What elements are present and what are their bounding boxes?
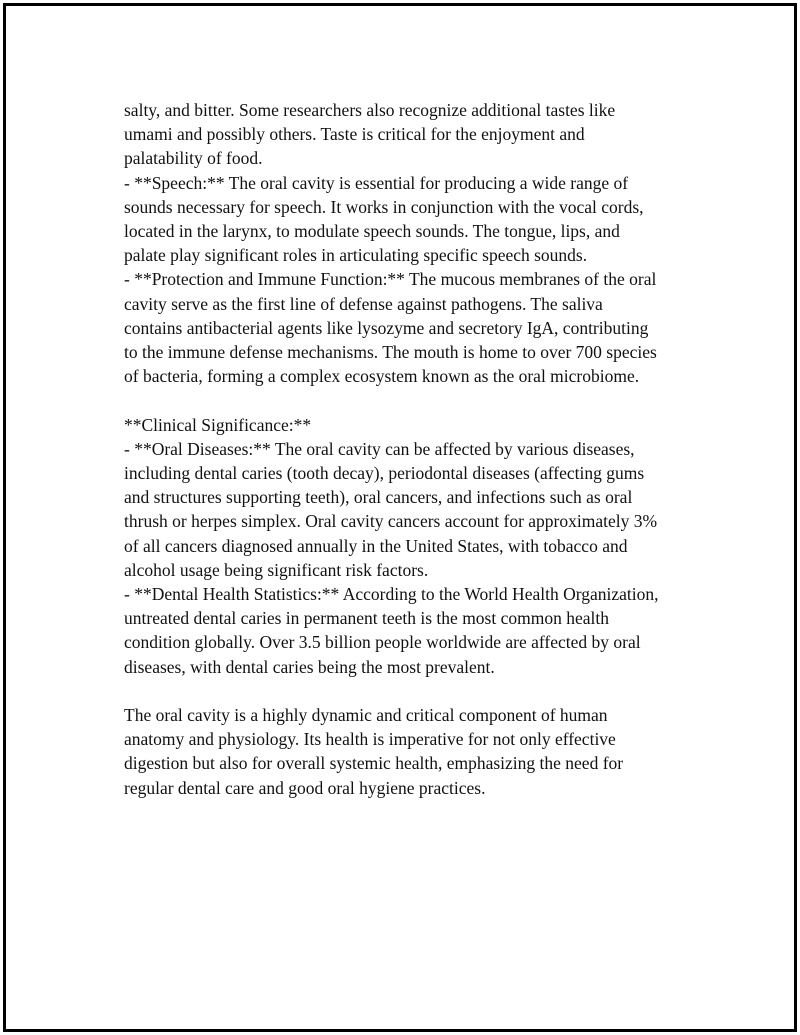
text-line: including dental caries (tooth decay), periodontal diseases (affecting gums [124, 463, 645, 484]
text-line: salty, and bitter. Some researchers also recognize additional tastes like [124, 100, 616, 120]
paragraph-spacer [124, 679, 704, 703]
paragraph-clinical-significance [124, 413, 704, 679]
paragraph-conclusion [124, 703, 704, 800]
text-line: - **Speech:** The oral cavity is essential for producing a wide range of [124, 172, 629, 193]
document-body [124, 98, 704, 800]
text-line: thrush or herpes simplex. Oral cavity cancers account for approximately 3% [124, 511, 658, 532]
paragraph-spacer [124, 388, 704, 412]
text-line: and structures supporting teeth), oral cancers, and infections such as oral [124, 487, 633, 508]
paragraph-oral-functions [124, 98, 704, 388]
text-line: - **Protection and Immune Function:** The mucous membranes of the oral [124, 269, 657, 290]
section-heading: **Clinical Significance:** [124, 414, 312, 435]
text-line: - **Oral Diseases:** The oral cavity can be affected by various diseases, [124, 438, 635, 459]
text-line: of all cancers diagnosed annually in the United States, with tobacco and [124, 535, 628, 556]
page-frame [3, 3, 797, 1032]
text-line: of bacteria, forming a complex ecosystem known as the oral microbiome. [124, 366, 640, 387]
text-line: untreated dental caries in permanent teeth is the most common health [124, 608, 609, 629]
text-line: palatability of food. [124, 148, 263, 169]
text-line: anatomy and physiology. Its health is imperative for not only effective [124, 729, 616, 750]
text-line: located in the larynx, to modulate speech sounds. The tongue, lips, and [124, 221, 620, 242]
text-line: to the immune defense mechanisms. The mouth is home to over 700 species [124, 342, 657, 363]
text-line: regular dental care and good oral hygiene practices. [124, 777, 486, 798]
text-line: - **Dental Health Statistics:** According to the World Health Organization, [124, 584, 659, 605]
text-line: contains antibacterial agents like lysozyme and secretory IgA, contributing [124, 317, 649, 338]
text-line: sounds necessary for speech. It works in conjunction with the vocal cords, [124, 196, 644, 217]
text-line: cavity serve as the first line of defense against pathogens. The saliva [124, 293, 603, 314]
text-line: umami and possibly others. Taste is critical for the enjoyment and [124, 124, 585, 145]
text-line: condition globally. Over 3.5 billion people worldwide are affected by oral [124, 632, 641, 653]
text-line: digestion but also for overall systemic health, emphasizing the need for [124, 753, 624, 774]
text-line: palate play significant roles in articulating specific speech sounds. [124, 245, 588, 266]
text-line: diseases, with dental caries being the most prevalent. [124, 656, 495, 677]
text-line: The oral cavity is a highly dynamic and critical component of human [124, 705, 608, 726]
text-line: alcohol usage being significant risk factors. [124, 559, 429, 580]
